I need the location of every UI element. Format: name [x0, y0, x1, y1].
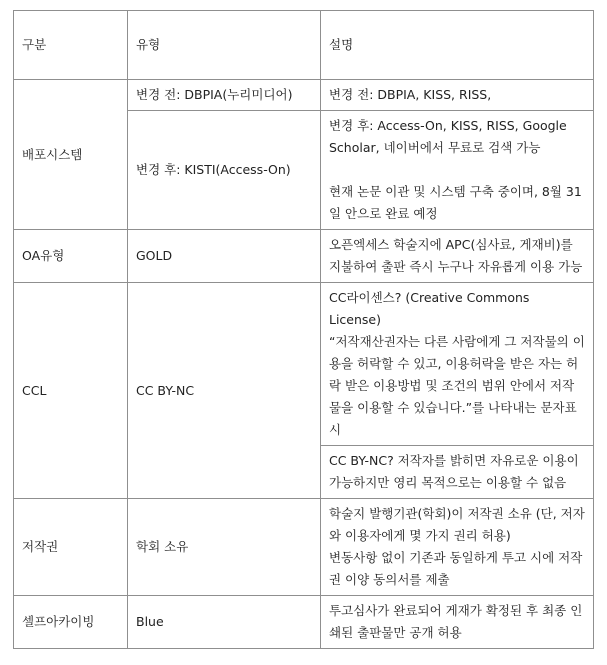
ccl-type: CC BY-NC — [128, 283, 321, 499]
ccl-category: CCL — [14, 283, 128, 499]
copyright-desc — [321, 499, 594, 596]
policy-table — [13, 10, 594, 649]
oa-type: GOLD — [128, 230, 321, 283]
distribution-before-desc: 변경 전: DBPIA, KISS, RISS, — [321, 80, 594, 111]
ccl-desc-1-title: CC라이센스? (Creative Commons License) — [329, 290, 530, 327]
copyright-desc-2: 변동사항 없이 기존과 동일하게 투고 시에 저작권 이양 동의서를 제출 — [329, 550, 583, 587]
table-row — [14, 80, 594, 111]
header-description: 설명 — [321, 11, 594, 80]
table-row — [14, 596, 594, 649]
oa-description: 오픈엑세스 학술지에 APC(심사료, 게재비)를 지불하여 출판 즉시 누구나 자유롭게 이용 가능 — [321, 230, 594, 283]
copyright-category: 저작권 — [14, 499, 128, 596]
ccl-desc-1 — [321, 283, 594, 446]
distribution-after-desc-1: 변경 후: Access-On, KISS, RISS, Google Scholar, 네이버에서 무료로 검색 가능 — [329, 118, 567, 155]
copyright-type: 학회 소유 — [128, 499, 321, 596]
archiving-category: 셀프아카이빙 — [14, 596, 128, 649]
archiving-type: Blue — [128, 596, 321, 649]
header-category: 구분 — [14, 11, 128, 80]
header-row — [14, 11, 594, 80]
distribution-category: 배포시스템 — [14, 80, 128, 230]
table-row — [14, 283, 594, 446]
oa-category: OA유형 — [14, 230, 128, 283]
distribution-after-desc-2: 현재 논문 이관 및 시스템 구축 중이며, 8월 31일 안으로 완료 예정 — [329, 184, 582, 221]
distribution-after-desc — [321, 111, 594, 230]
distribution-after-type: 변경 후: KISTI(Access-On) — [128, 111, 321, 230]
copyright-desc-1: 학술지 발행기관(학회)이 저작권 소유 (단, 저자와 이용자에게 몇 가지 권리 허용) — [329, 506, 585, 543]
header-type: 유형 — [128, 11, 321, 80]
archiving-description: 투고심사가 완료되어 게재가 확정된 후 최종 인쇄된 출판물만 공개 허용 — [321, 596, 594, 649]
ccl-desc-2: CC BY-NC? 저작자를 밝히면 자유로운 이용이 가능하지만 영리 목적으로는 이용할 수 없음 — [321, 446, 594, 499]
ccl-desc-1-body: “저작재산권자는 다른 사람에게 그 저작물의 이용을 허락할 수 있고, 이용허락을 받은 자는 허락 받은 이용방법 및 조건의 범위 안에서 저작물을 이용할 수 있습니다.”를 나타내는 문자표시 — [329, 334, 585, 437]
table-row — [14, 230, 594, 283]
table-row — [14, 499, 594, 596]
distribution-before-type: 변경 전: DBPIA(누리미디어) — [128, 80, 321, 111]
